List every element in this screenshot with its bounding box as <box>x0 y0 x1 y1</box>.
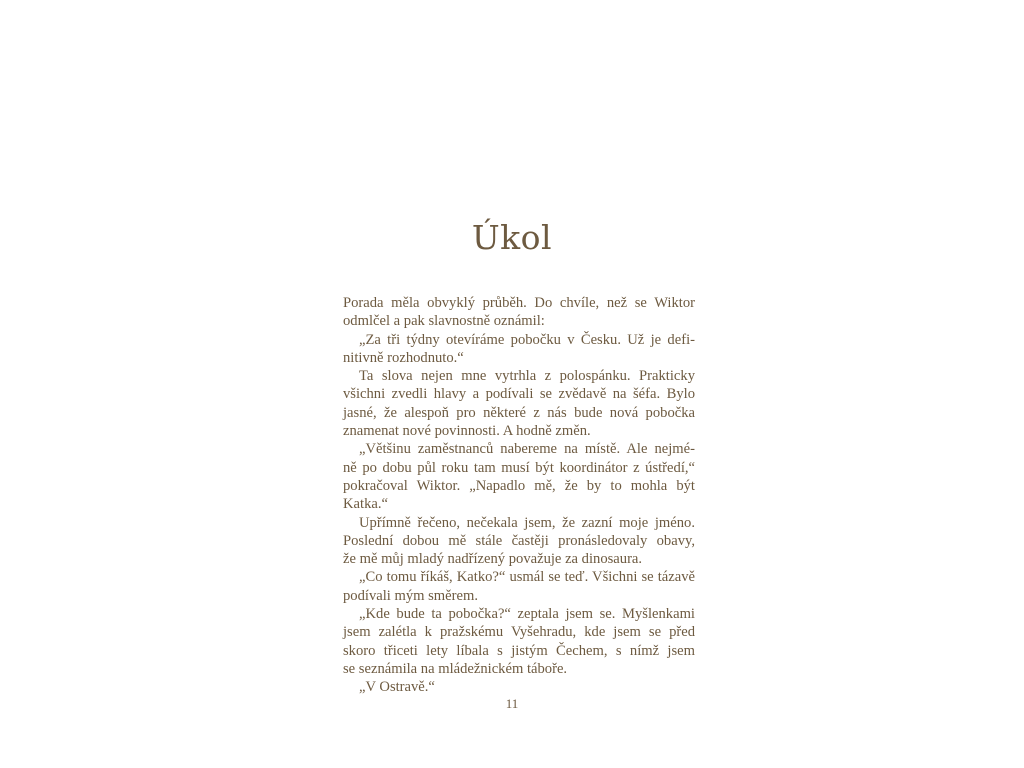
text-line: nitivně rozhodnuto.“ <box>343 349 464 366</box>
text-line: pokračoval Wiktor. „Napadlo mě, že by to mohla být <box>343 477 695 494</box>
chapter-text <box>343 294 695 697</box>
text-line: znamenat nové povinnosti. A hodně změn. <box>343 423 591 440</box>
page-number: 11 <box>505 696 519 711</box>
text-line: „Většinu zaměstnanců nabereme na místě. Ale nejmé- <box>359 441 695 458</box>
text-line: se seznámila na mládežnickém táboře. <box>343 660 568 677</box>
text-line: Porada měla obvyklý průběh. Do chvíle, než se Wiktor <box>343 295 695 311</box>
text-line: „V Ostravě.“ <box>359 679 435 696</box>
chapter-title: Úkol <box>471 218 553 257</box>
text-line: všichni zvedli hlavy a podívali se zvědavě na šéfa. Bylo <box>343 386 695 403</box>
text-line: Upřímně řečeno, nečekala jsem, že zazní moje jméno. <box>359 514 695 531</box>
text-line: Ta slova nejen mne vytrhla z polospánku. Prakticky <box>359 368 695 385</box>
text-line: „Kde bude ta pobočka?“ zeptala jsem se. Myšlenkami <box>359 606 695 623</box>
text-line: že mě můj mladý nadřízený považuje za dinosaura. <box>343 551 643 568</box>
text-line: Poslední dobou mě stále častěji pronásledovaly obavy, <box>343 532 695 549</box>
text-line: skoro třiceti lety líbala s jistým Čechem, s nímž jsem <box>343 642 695 659</box>
text-line: ně po dobu půl roku tam musí být koordinátor z ústředí,“ <box>343 459 695 476</box>
text-line: „Za tři týdny otevíráme pobočku v Česku. Už je defi- <box>359 331 695 348</box>
text-line: odmlčel a pak slavnostně oznámil: <box>343 313 545 330</box>
text-line: „Co tomu říkáš, Katko?“ usmál se teď. Všichni se tázavě <box>359 569 695 586</box>
text-line: Katka.“ <box>343 496 388 513</box>
text-line: jasné, že alespoň pro některé z nás bude nová pobočka <box>343 404 695 421</box>
text-line: podívali mým směrem. <box>343 587 478 604</box>
text-line: jsem zalétla k pražskému Vyšehradu, kde jsem se před <box>343 624 695 641</box>
